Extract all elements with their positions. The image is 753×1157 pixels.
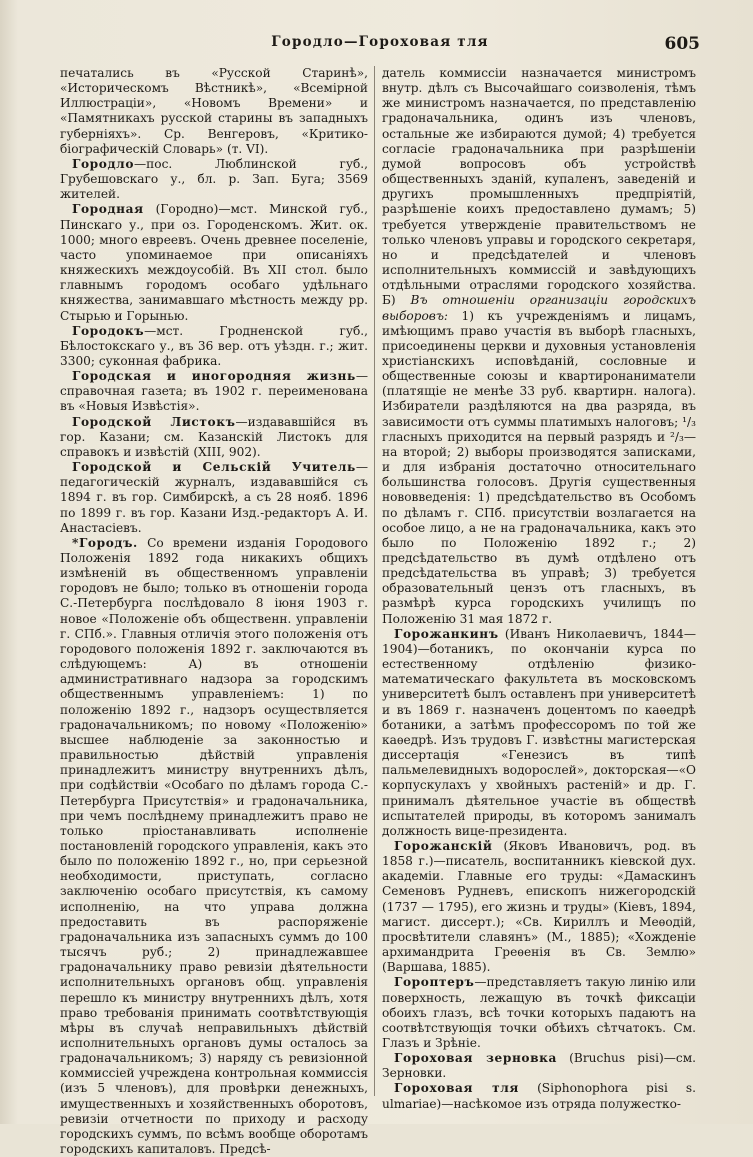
entry-gorozhankin: Горожанкинъ (Иванъ Николаевичъ, 1844—1904)—ботаникъ, по окончаніи курса по естественному отдѣленію физико-математическаго факультета въ московскомъ университетѣ былъ оставленъ при университетѣ и въ 1869 г. назначенъ доцентомъ по каѳедрѣ ботаники, а затѣмъ профессоромъ по той же каѳедрѣ. Изъ трудовъ Г. извѣстны магистерская диссертація «Генезисъ въ типѣ пальмелевидныхъ водорослей», докторская—«О корпускулахъ у хвойныхъ растеній» и др. Г. принималъ дѣятельное участіе въ обществѣ испытателей природы, въ которомъ занималъ должность вице-президента. (382, 626, 696, 838)
entry-gorod: *Городъ. Со времени изданія Городового Положенія 1892 года никакихъ общихъ измѣненій въ общественномъ управленіи городовъ не было; только въ отношеніи города С.-Петербурга послѣдовало 8 іюня 1903 г. новое «Положеніе объ общественн. управленіи г. СПб.». Главныя отличія этого положенія отъ городового положенія 1892 г. заключаются въ слѣдующемъ: А) въ отношеніи административнаго надзора за городскимъ общественнымъ управленіемъ: 1) по положенію 1892 г., надзоръ осуществляется градоначальникомъ; по новому «Положенію» высшее наблюденіе за законностью и правильностью дѣйствій управленія принадлежитъ министру внутреннихъ дѣлъ, при содѣйствіи «Особаго по дѣламъ города С.-Петербурга Присутствія» и градоначальника, при чемъ послѣднему принадлежитъ право не только пріостанавливать исполненіе постановленій городского управленія, какъ это было по положенію 1892 г., но, при серьезной необходимости, приступать, согласно заключенію особаго присутствія, къ самому исполненію, на что управа должна предоставить въ распоряженіе градоначальника изъ запасныхъ суммъ до 100 тысячъ руб.; 2) принадлежавшее градоначальнику право ревизіи дѣятельности исполнительныхъ органовъ общ. управленія перешло къ министру внутреннихъ дѣлъ, хотя право требованія принимать соотвѣтствующія мѣры въ случаѣ неправильныхъ дѣйствій исполнительныхъ органовъ думы осталось за градоначальникомъ; 3) наряду съ ревизіонной коммиссіей учреждена контрольная коммиссія (изъ 5 членовъ), для провѣрки денежныхъ, имущественныхъ и хозяйственныхъ оборотовъ, ревизіи отчетности по приходу и расходу городскихъ суммъ, по всѣмъ вообще оборотамъ городскихъ капиталовъ. Предсѣ- (60, 535, 368, 1157)
left-column (60, 66, 368, 1157)
entry-gorodok: Городокъ—мст. Гродненской губ., Бѣлостокскаго у., въ 36 вер. отъ уѣздн. г.; жит. 3300; суконная фабрика. (60, 323, 368, 368)
entry-headword: Городокъ (72, 323, 145, 338)
entry-headword: Горожанскій (394, 838, 493, 853)
entry-gorodskoy-listok: Городской Листокъ—издававшійся въ гор. Казани; см. Казанскій Листокъ для справокъ и извѣстій (XIII, 902). (60, 414, 368, 459)
entry-gorokhovaya-tlya: Гороховая тля (Siphonophora pisi s. ulmariae)—насѣкомое изъ отряда полужестко- (382, 1081, 696, 1111)
right-column (382, 66, 696, 1112)
entry-headword: Городской и Сельскій Учитель (72, 460, 356, 475)
entry-headword: Городло (72, 156, 135, 171)
entry-continuation: печатались въ «Русской Старинѣ», «Историческомъ Вѣстникѣ», «Всемірной Иллюстраціи», «Новомъ Времени» и «Памятникахъ русской старины въ западныхъ губерніяхъ». Ср. Венгеровъ, «Критико-біографическій Словарь» (т. VI). (60, 66, 368, 156)
entry-headword: *Городъ. (72, 535, 138, 550)
entry-headword: Гороптеръ (394, 975, 475, 990)
entry-continuation: датель коммиссіи назначается министромъ внутр. дѣлъ съ Высочайшаго соизволенія, тѣмъ же министромъ назначается, по представленію градоначальника, одинъ изъ членовъ, остальные же избираются думой; 4) требуется согласіе градоначальника при разрѣшеніи думой вопросовъ объ устройствѣ общественныхъ зданій, купаленъ, заведеній и другихъ промышленныхъ предпріятій, разрѣшеніе коихъ предоставлено думамъ; 5) требуется утвержденіе правительствомъ не только членовъ управы и городского секретаря, но и предсѣдателей и членовъ исполнительныхъ коммиссій и завѣдующихъ отдѣльными отраслями городского хозяйства. Б) Въ отношеніи организаціи городскихъ выборовъ: 1) къ учрежденіямъ и лицамъ, имѣющимъ право участія въ выборѣ гласныхъ, присоединены церкви и духовныя установленія христіанскихъ исповѣданій, сословные и общественные союзы и квартиронаниматели (платящіе не менѣе 33 руб. квартирн. налога). Избиратели раздѣляются на два разряда, въ зависимости отъ суммы платимыхъ налоговъ; ¹/₃ гласныхъ приходится на первый разрядъ и ²/₃—на второй; 2) выборы производятся записками, и для избранія достаточно относительнаго большинства голосовъ. Другія существенныя нововведенія: 1) предсѣдательство въ Особомъ по дѣламъ г. СПб. присутствіи возлагается на особое лицо, а не на градоначальника, какъ это было по Положенію 1892 г.; 2) предсѣдательство въ думѣ отдѣлено отъ предсѣдательства въ управѣ; 3) требуется образовательный цензъ отъ гласныхъ, въ размѣрѣ курса городскихъ училищъ по Положенію 31 мая 1872 г. (382, 66, 696, 626)
entry-headword: Гороховая тля (394, 1081, 519, 1096)
running-head: Городло—Гороховая тля (271, 34, 489, 50)
entry-headword: Городской Листокъ (72, 414, 236, 429)
entry-gorokhovaya-zernovka: Гороховая зерновка (Bruchus pisi)—см. Зерновки. (382, 1051, 697, 1081)
entry-gorodskaya-zhizn: Городская и иногородняя жизнь—справочная газета; въ 1902 г. переименована въ «Новыя Извѣстія». (60, 369, 368, 414)
page-number: 605 (664, 34, 700, 54)
entry-headword: Гороховая зерновка (394, 1051, 558, 1066)
entry-gorodskoy-uchitel: Городской и Сельскій Учитель—педагогическій журналъ, издававшійся съ 1894 г. въ гор. Симбирскѣ, а съ 28 нояб. 1896 по 1899 г. въ гор. Казани Изд.-редакторъ А. И. Анастасіевъ. (60, 460, 368, 535)
entry-gorozhanskiy: Горожанскій (Яковъ Ивановичъ, род. въ 1858 г.)—писатель, воспитанникъ кіевской дух. академіи. Главные его труды: «Дамаскинъ Семеновъ Рудневъ, епископъ нижегородскій (1737 — 1795), его жизнь и труды» (Кіевъ, 1894, магист. диссерт.); «Св. Кириллъ и Меѳодій, просвѣтители славянъ» (М., 1885); «Хожденіе архимандрита Греѳенія въ Св. Землю» (Варшава, 1885). (382, 838, 696, 975)
entry-gorodlo: Городло—пос. Люблинской губ., Грубешовскаго у., бл. р. Зап. Буга; 3569 жителей. (60, 156, 368, 202)
entry-goropter: Гороптеръ—представляетъ такую линію или поверхность, лежащую въ точкѣ фиксаціи обоихъ глазъ, всѣ точки которыхъ падаютъ на соотвѣтствующія точки обѣихъ сѣтчатокъ. См. Глазъ и Зрѣніе. (382, 975, 696, 1050)
entry-headword: Городская и иногородняя жизнь (72, 369, 356, 384)
page-header (60, 34, 700, 56)
entry-headword: Горожанкинъ (394, 626, 499, 641)
entry-gorodnaya: Городная (Городно)—мст. Минской губ., Пинскаго у., при оз. Городенскомъ. Жит. ок. 1000; много евреевъ. Очень древнее поселеніе, часто упоминаемое при описаніяхъ княжескихъ междоусобій. Въ XII стол. было главнымъ городомъ особаго удѣльнаго княжества, занимавшаго мѣстность между рр. Стырью и Горынью. (60, 202, 368, 323)
column-rule (374, 66, 375, 1096)
entry-headword: Городная (72, 202, 144, 217)
